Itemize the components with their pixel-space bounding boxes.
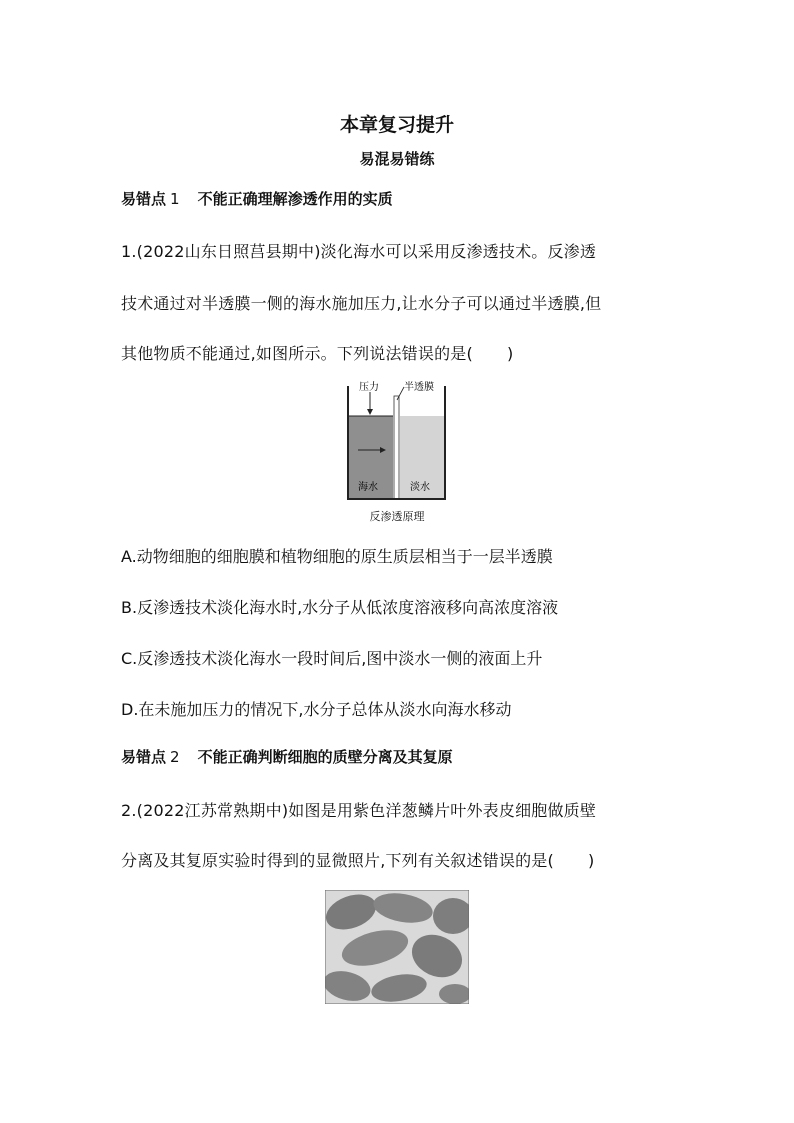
question-line: 1.(2022山东日照莒县期中)淡化海水可以采用反渗透技术。反渗透 bbox=[121, 242, 597, 261]
error-point-number: 2 bbox=[170, 748, 180, 766]
error-point-label: 易错点 bbox=[121, 748, 167, 766]
figure-caption: 反渗透原理 bbox=[369, 510, 425, 523]
option-a: A.动物细胞的细胞膜和植物细胞的原生质层相当于一层半透膜 bbox=[121, 547, 553, 566]
membrane-label: 半透膜 bbox=[404, 382, 434, 393]
semipermeable-membrane bbox=[394, 396, 399, 499]
question-line bbox=[121, 848, 594, 871]
question-line bbox=[121, 341, 513, 364]
answer-close-paren: ) bbox=[506, 344, 514, 363]
option-c: C.反渗透技术淡化海水一段时间后,图中淡水一侧的液面上升 bbox=[121, 649, 543, 668]
section-subtitle: 易混易错练 bbox=[359, 150, 435, 168]
freshwater-label: 淡水 bbox=[410, 482, 430, 493]
error-point-heading bbox=[121, 188, 393, 209]
option-d: D.在未施加压力的情况下,水分子总体从淡水向海水移动 bbox=[121, 700, 512, 719]
membrane-pointer bbox=[397, 387, 404, 400]
micrograph-image bbox=[325, 890, 469, 1004]
error-point-heading bbox=[121, 746, 453, 767]
chapter-title: 本章复习提升 bbox=[339, 114, 454, 136]
question-line: 2.(2022江苏常熟期中)如图是用紫色洋葱鳞片叶外表皮细胞做质壁 bbox=[121, 801, 597, 820]
error-point-text: 不能正确判断细胞的质壁分离及其复原 bbox=[197, 748, 453, 766]
question-text: 其他物质不能通过,如图所示。下列说法错误的是( bbox=[121, 344, 473, 363]
error-point-label: 易错点 bbox=[121, 190, 167, 208]
question-text: 分离及其复原实验时得到的显微照片,下列有关叙述错误的是( bbox=[121, 851, 554, 870]
pressure-label: 压力 bbox=[359, 382, 379, 393]
question-line: 技术通过对半透膜一侧的海水施加压力,让水分子可以通过半透膜,但 bbox=[121, 294, 602, 313]
error-point-number: 1 bbox=[170, 190, 180, 208]
option-b: B.反渗透技术淡化海水时,水分子从低浓度溶液移向高浓度溶液 bbox=[121, 598, 559, 617]
seawater-label: 海水 bbox=[358, 482, 378, 493]
reverse-osmosis-figure bbox=[342, 378, 452, 523]
answer-close-paren: ) bbox=[587, 851, 595, 870]
error-point-text: 不能正确理解渗透作用的实质 bbox=[197, 190, 393, 208]
